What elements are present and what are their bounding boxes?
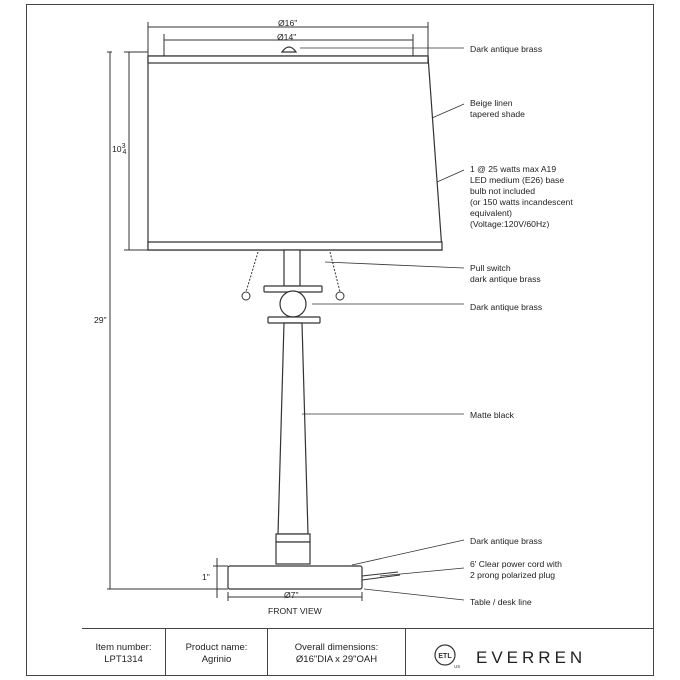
shade-height-num: 3	[121, 143, 126, 150]
shade-top-band	[148, 56, 428, 63]
shade-height-whole: 10	[112, 144, 122, 154]
dim-label-total-height: 29"	[94, 315, 107, 325]
leader-shade	[432, 104, 464, 118]
overall-dimensions-cell	[268, 629, 406, 675]
leader-cord	[380, 568, 464, 576]
finial	[282, 47, 296, 52]
callout-brass-ring: Dark antique brass	[470, 536, 543, 546]
callout-finial: Dark antique brass	[470, 44, 543, 54]
cert-sub-text: US	[454, 664, 460, 669]
overall-dimensions-value: Ø16"DIA x 29"OAH	[295, 654, 378, 665]
callout-ball: Dark antique brass	[470, 302, 543, 312]
brass-collar-bottom	[268, 317, 320, 323]
dim-label-16: Ø16"	[278, 18, 298, 28]
brass-ring-upper	[276, 534, 310, 542]
dim-label-base-dia: Ø7"	[284, 590, 299, 600]
callout-table-line: Table / desk line	[470, 597, 532, 607]
product-name-cell	[166, 629, 268, 675]
callout-pull-switch: Pull switch dark antique brass	[470, 263, 541, 284]
brand-logo: EVERREN	[476, 648, 587, 667]
power-cord	[362, 572, 398, 576]
shade-bottom-band	[148, 242, 442, 250]
callout-shade: Beige linen tapered shade	[470, 98, 525, 119]
callout-bulb: 1 @ 25 watts max A19 LED medium (E26) base bulb not included (or 150 watts incandescent equivalent) (Voltage:120V/60Hz)	[470, 164, 573, 229]
pull-chain-left	[246, 252, 258, 292]
callout-cord: 6' Clear power cord with 2 prong polarized plug	[470, 559, 562, 580]
pull-knob-right	[336, 292, 344, 300]
brass-ball	[280, 291, 306, 317]
callout-column: Matte black	[470, 410, 514, 420]
item-number-value: LPT1314	[104, 654, 143, 665]
cert-mark-text: ETL	[438, 653, 452, 660]
view-caption: FRONT VIEW	[268, 606, 322, 616]
dim-label-base-height: 1"	[202, 572, 210, 582]
lamp-column	[278, 323, 308, 534]
leader-bulb	[437, 170, 464, 182]
pull-knob-left	[242, 292, 250, 300]
lamp-base	[228, 566, 362, 589]
leader-brass-ring	[352, 540, 464, 565]
leader-table-line	[364, 589, 464, 600]
socket-stem	[284, 250, 300, 286]
product-name-value: Agrinio	[201, 654, 232, 665]
dim-label-14: Ø14"	[277, 32, 297, 42]
item-number-cell	[82, 629, 166, 675]
overall-dimensions-label: Overall dimensions:	[294, 642, 379, 653]
shade-height-den: 4	[122, 149, 127, 156]
brass-ring-lower	[276, 542, 310, 564]
dim-label-shade-height	[112, 144, 129, 154]
product-name-label: Product name:	[185, 642, 248, 653]
pull-chain-right	[330, 252, 340, 292]
item-number-label: Item number:	[95, 642, 152, 653]
lamp-shade	[148, 56, 442, 250]
etl-certification-icon	[432, 642, 460, 670]
leader-pull-switch	[325, 262, 464, 268]
